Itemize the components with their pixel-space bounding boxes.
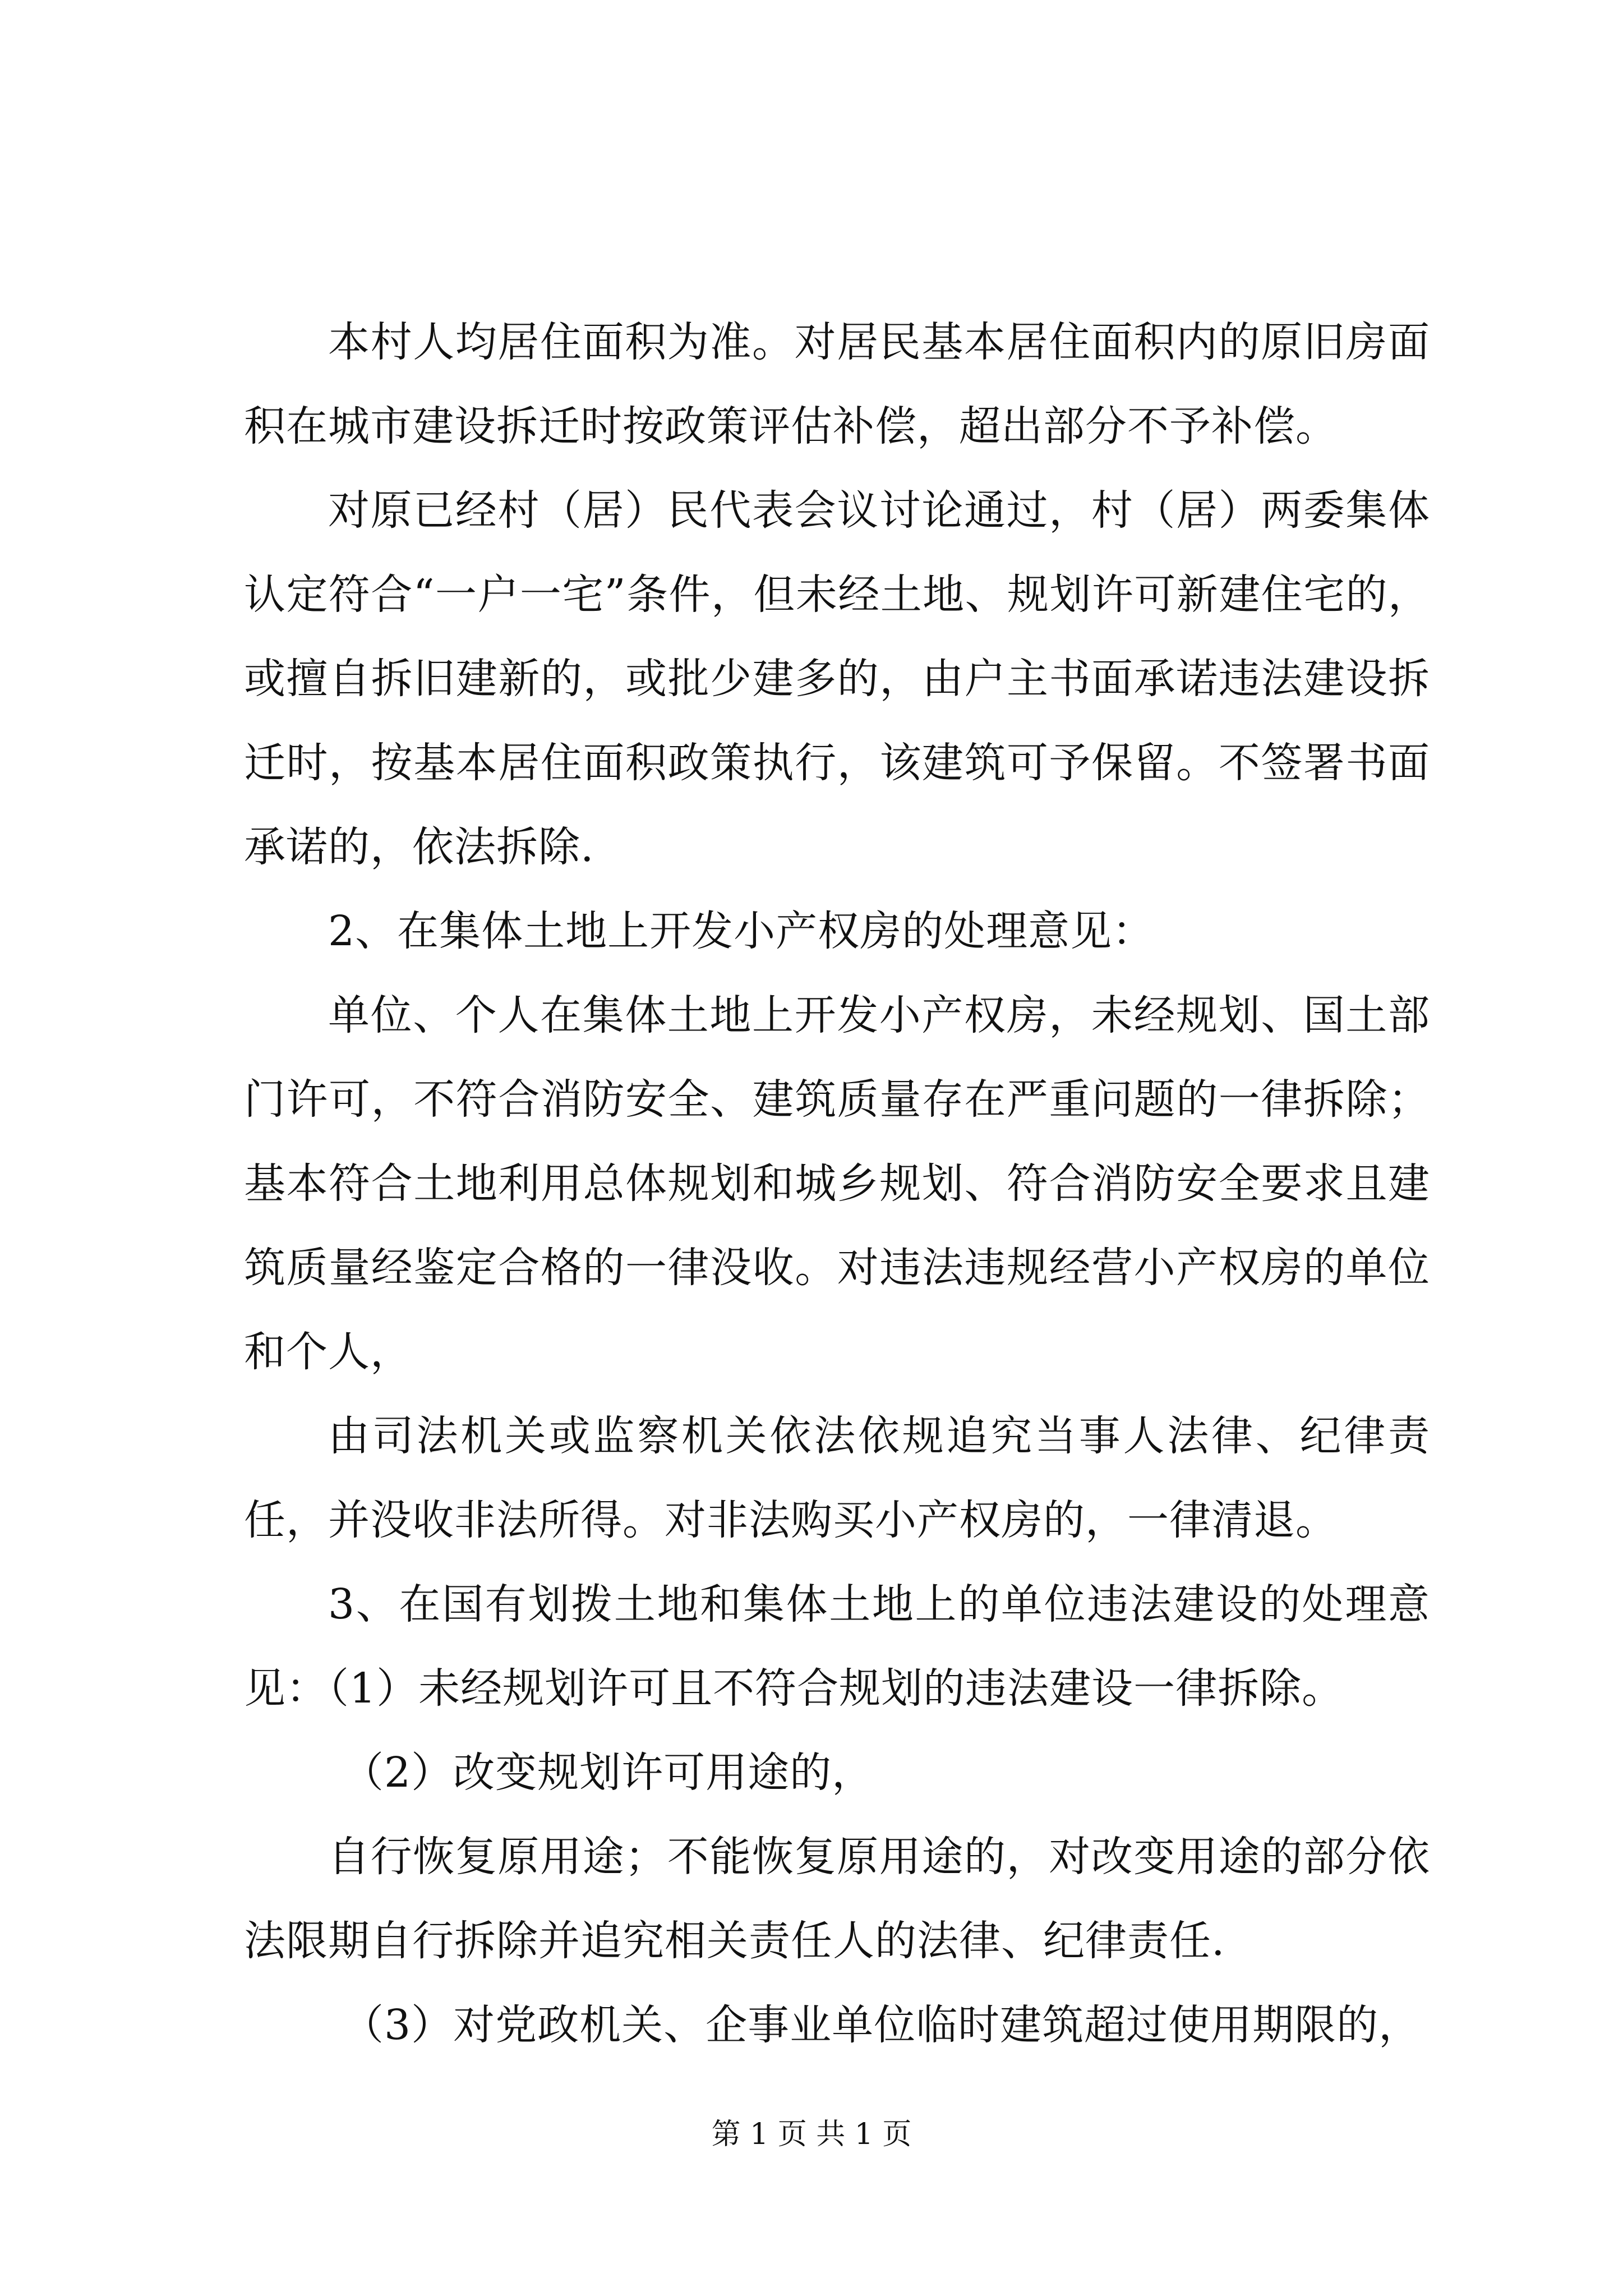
- sub-item-2: （2）改变规划许可用途的，: [342, 1749, 874, 1797]
- page-number-footer: 第 1 页 共 1 页: [711, 2118, 912, 2151]
- paragraph-1: 本村人均居住面积为准。对居民基本居住面积内的原旧房面积在城市建设拆迁时按政策评估补偿，超出部分不予补偿。: [244, 318, 1430, 450]
- sub-item-3: （3）对党政机关、企事业单位临时建筑超过使用期限的，: [342, 2001, 1421, 2049]
- paragraph-5: 自行恢复原用途；不能恢复原用途的，对改变用途的部分依法限期自行拆除并追究相关责任人的法律、纪律责任.: [244, 1833, 1430, 1965]
- paragraph-3: 单位、个人在集体土地上开发小产权房，未经规划、国土部门许可，不符合消防安全、建筑质量存在严重问题的一律拆除；基本符合土地利用总体规划和城乡规划、符合消防安全要求且建筑质量经鉴定合格的一律没收。对违法违规经营小产权房的单位和个人，: [244, 991, 1430, 1376]
- paragraph-2: 对原已经村（居）民代表会议讨论通过，村（居）两委集体认定符合“一户一宅”条件，但未经土地、规划许可新建住宅的，或擅自拆旧建新的，或批少建多的，由户主书面承诺违法建设拆迁时，按基本居住面积政策执行，该建筑可予保留。不签署书面承诺的，依法拆除.: [244, 486, 1430, 871]
- document-body: [244, 300, 1430, 2067]
- paragraph-4: 由司法机关或监察机关依法依规追究当事人法律、纪律责任，并没收非法所得。对非法购买小产权房的，一律清退。: [244, 1412, 1430, 1544]
- section-heading-3: 3、在国有划拨土地和集体土地上的单位违法建设的处理意见：（1）未经规划许可且不符合规划的违法建设一律拆除。: [244, 1580, 1430, 1713]
- section-heading-2: 2、在集体土地上开发小产权房的处理意见：: [328, 907, 1155, 955]
